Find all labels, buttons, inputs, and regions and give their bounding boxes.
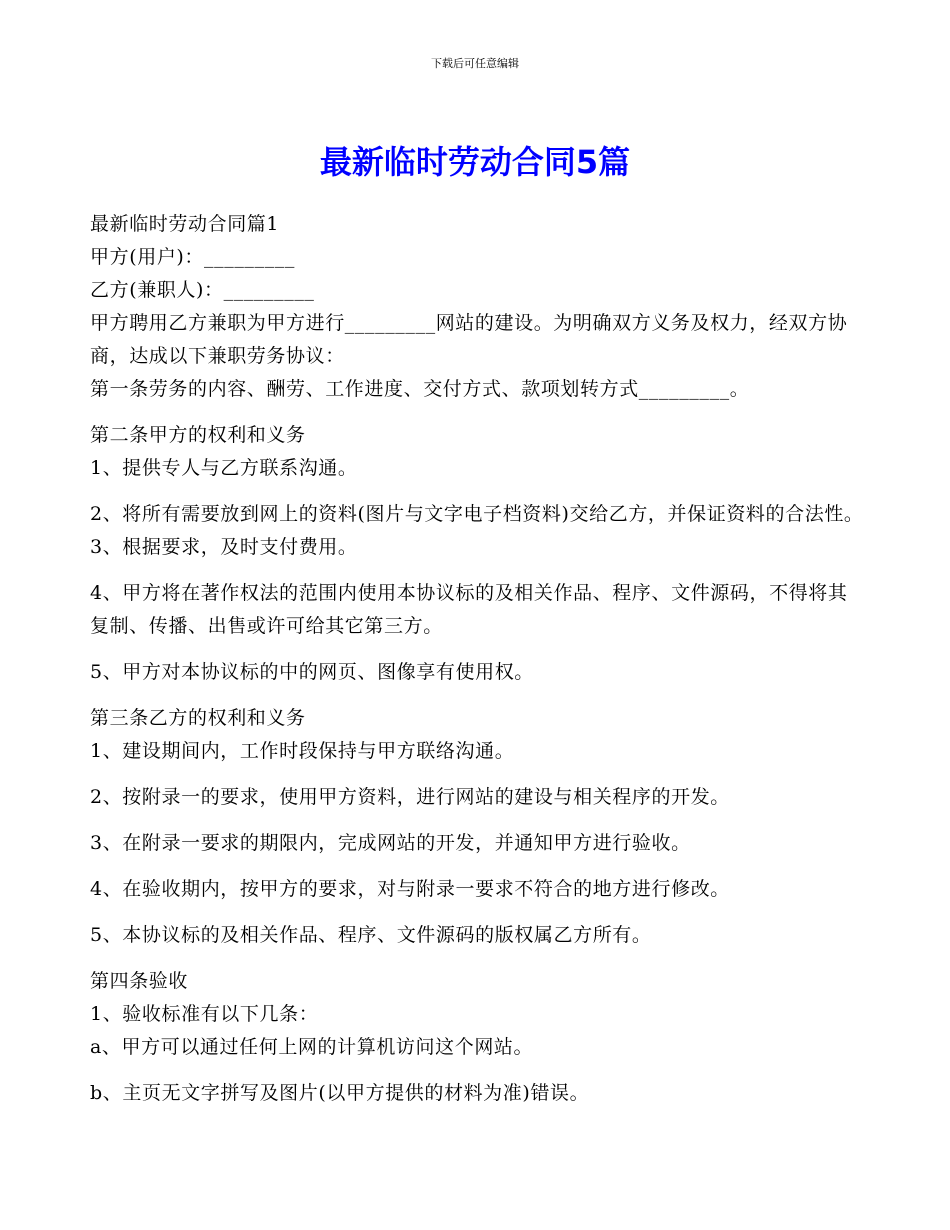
paragraph: 1、建设期间内，工作时段保持与甲方联络沟通。 xyxy=(90,740,515,762)
paragraph: 甲方聘用乙方兼职为甲方进行_________网站的建设。为明确双方义务及权力，经双方协商，达成以下兼职劳务协议： xyxy=(90,312,848,367)
section-heading: 第四条验收 xyxy=(90,970,189,992)
paragraph: 2、按附录一的要求，使用甲方资料，进行网站的建设与相关程序的开发。 xyxy=(90,786,730,808)
document-title: 最新临时劳动合同5篇 xyxy=(319,143,631,181)
paragraph: a、甲方可以通过任何上网的计算机访问这个网站。 xyxy=(90,1036,534,1058)
paragraph: 5、甲方对本协议标的中的网页、图像享有使用权。 xyxy=(90,661,534,683)
paragraph: 甲方(用户)：_________ xyxy=(90,246,295,268)
section-heading: 第三条乙方的权利和义务 xyxy=(90,707,306,729)
paragraph: 5、本协议标的及相关作品、程序、文件源码的版权属乙方所有。 xyxy=(90,924,652,946)
paragraph: 乙方(兼职人)：_________ xyxy=(90,279,315,301)
paragraph: 3、在附录一要求的期限内，完成网站的开发，并通知甲方进行验收。 xyxy=(90,832,691,854)
paragraph: 1、验收标准有以下几条： xyxy=(90,1003,319,1025)
paragraph: 第一条劳务的内容、酬劳、工作进度、交付方式、款项划转方式_________。 xyxy=(90,378,750,400)
document-body xyxy=(90,208,865,1110)
paragraph: 4、在验收期内，按甲方的要求，对与附录一要求不符合的地方进行修改。 xyxy=(90,878,730,900)
paragraph: b、主页无文字拼写及图片(以甲方提供的材料为准)错误。 xyxy=(90,1082,590,1104)
paragraph: 2、将所有需要放到网上的资料(图片与文字电子档资料)交给乙方，并保证资料的合法性。3、根据要求，及时支付费用。 xyxy=(90,503,864,558)
header-note: 下载后可任意编辑 xyxy=(431,57,519,70)
paragraph: 最新临时劳动合同篇1 xyxy=(90,213,280,235)
paragraph: 4、甲方将在著作权法的范围内使用本协议标的及相关作品、程序、文件源码，不得将其复制、传播、出售或许可给其它第三方。 xyxy=(90,582,848,637)
paragraph: 1、提供专人与乙方联系沟通。 xyxy=(90,457,358,479)
section-heading: 第二条甲方的权利和义务 xyxy=(90,424,306,446)
